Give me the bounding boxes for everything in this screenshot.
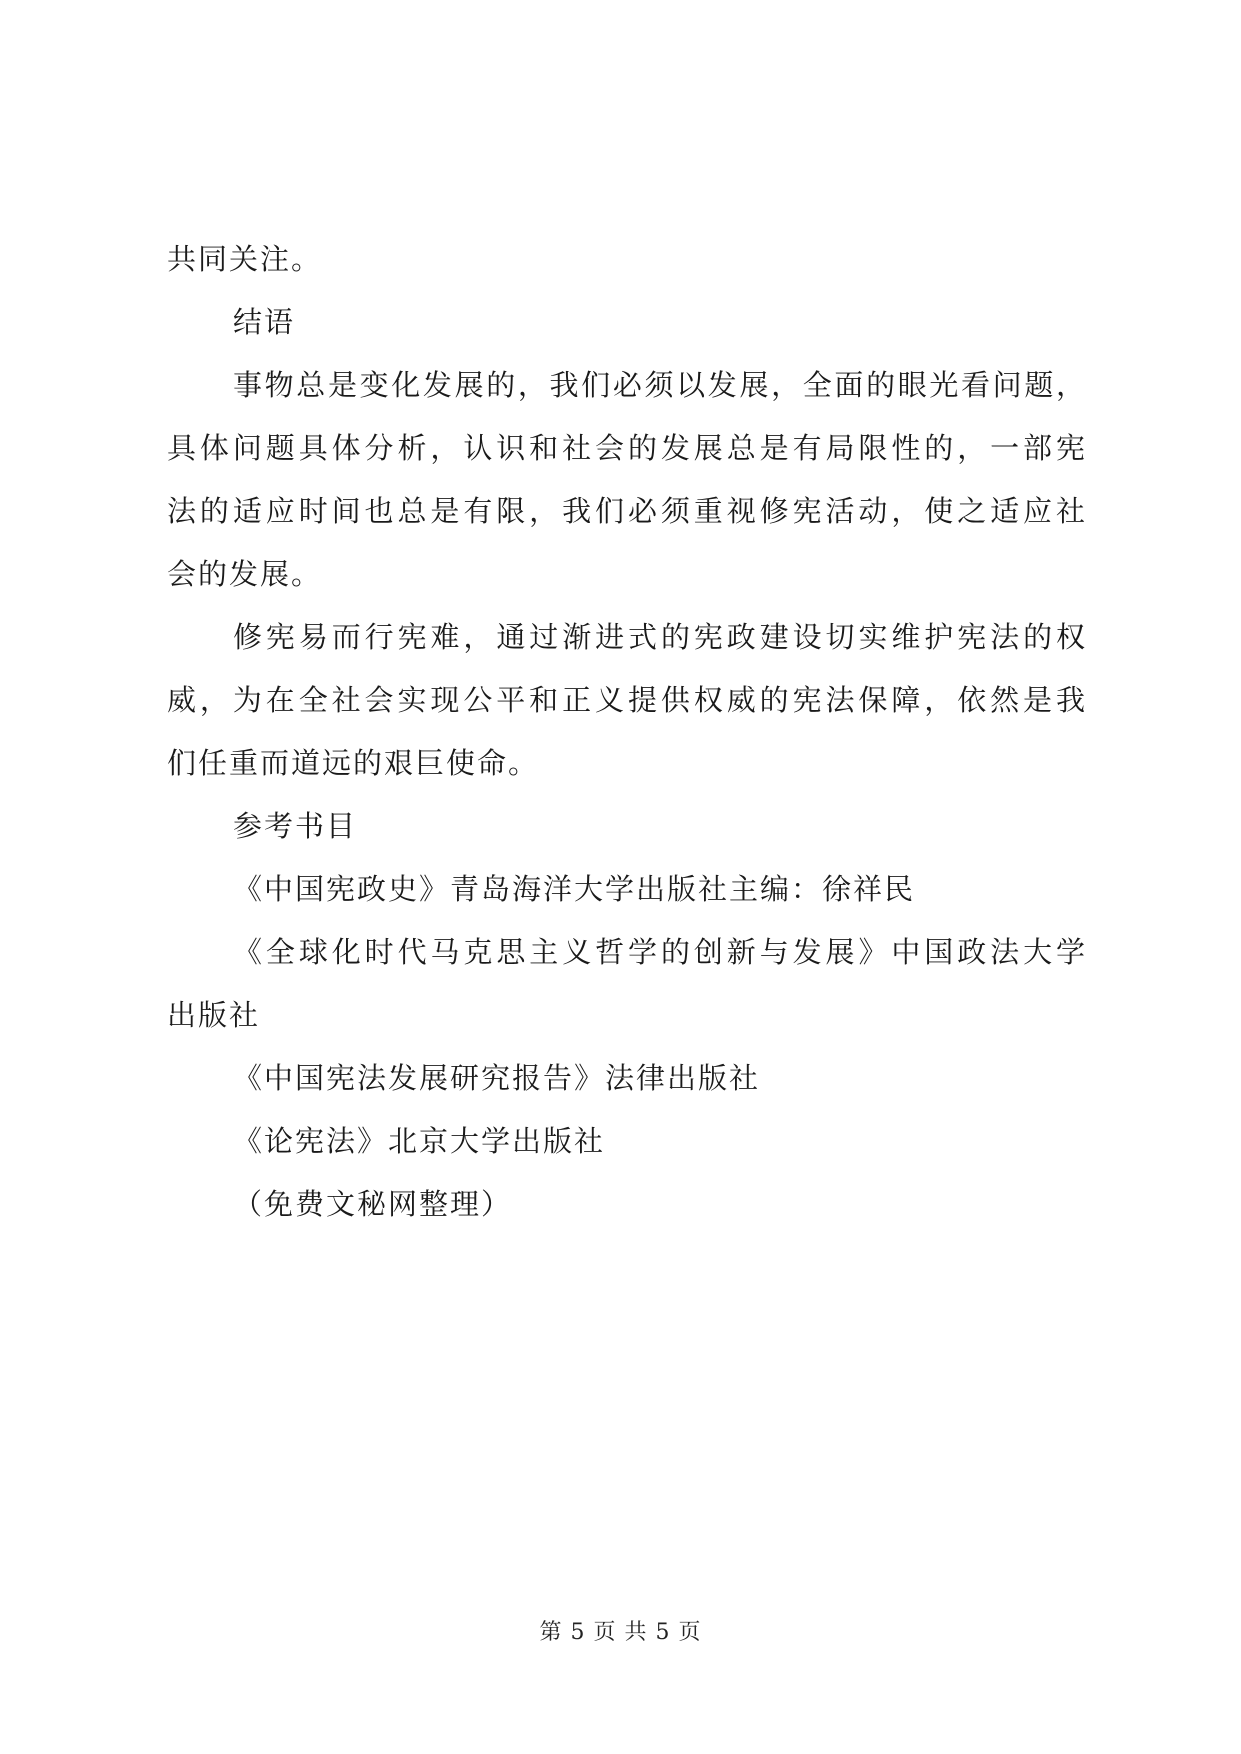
paragraph-line: 共同关注。 [167,242,323,276]
paragraph-line: 们任重而道远的艰巨使命。 [167,746,540,780]
document-body [167,228,1087,1236]
reference-item: 《中国宪法发展研究报告》法律出版社 [233,1061,761,1095]
section-heading-conclusion: 结语 [233,305,296,339]
paragraph-line: 事物总是变化发展的，我们必须以发展，全面的眼光看问题， [233,368,1087,402]
paragraph-line: 威，为在全社会实现公平和正义提供权威的宪法保障，依然是我 [167,683,1087,717]
paragraph-line: 具体问题具体分析，认识和社会的发展总是有局限性的，一部宪 [167,431,1087,465]
section-heading-references: 参考书目 [233,809,358,843]
source-note: （免费文秘网整理） [233,1187,513,1221]
paragraph-line: 修宪易而行宪难，通过渐进式的宪政建设切实维护宪法的权 [233,620,1087,654]
paragraph-line: 会的发展。 [167,557,323,591]
paragraph-line: 法的适应时间也总是有限，我们必须重视修宪活动，使之适应社 [167,494,1087,528]
reference-item-continuation: 出版社 [167,998,261,1032]
page-number-footer: 第 5 页 共 5 页 [539,1620,702,1645]
reference-item: 《全球化时代马克思主义哲学的创新与发展》中国政法大学 [233,935,1087,969]
reference-item: 《论宪法》北京大学出版社 [233,1124,606,1158]
reference-item: 《中国宪政史》青岛海洋大学出版社主编：徐祥民 [233,872,916,906]
